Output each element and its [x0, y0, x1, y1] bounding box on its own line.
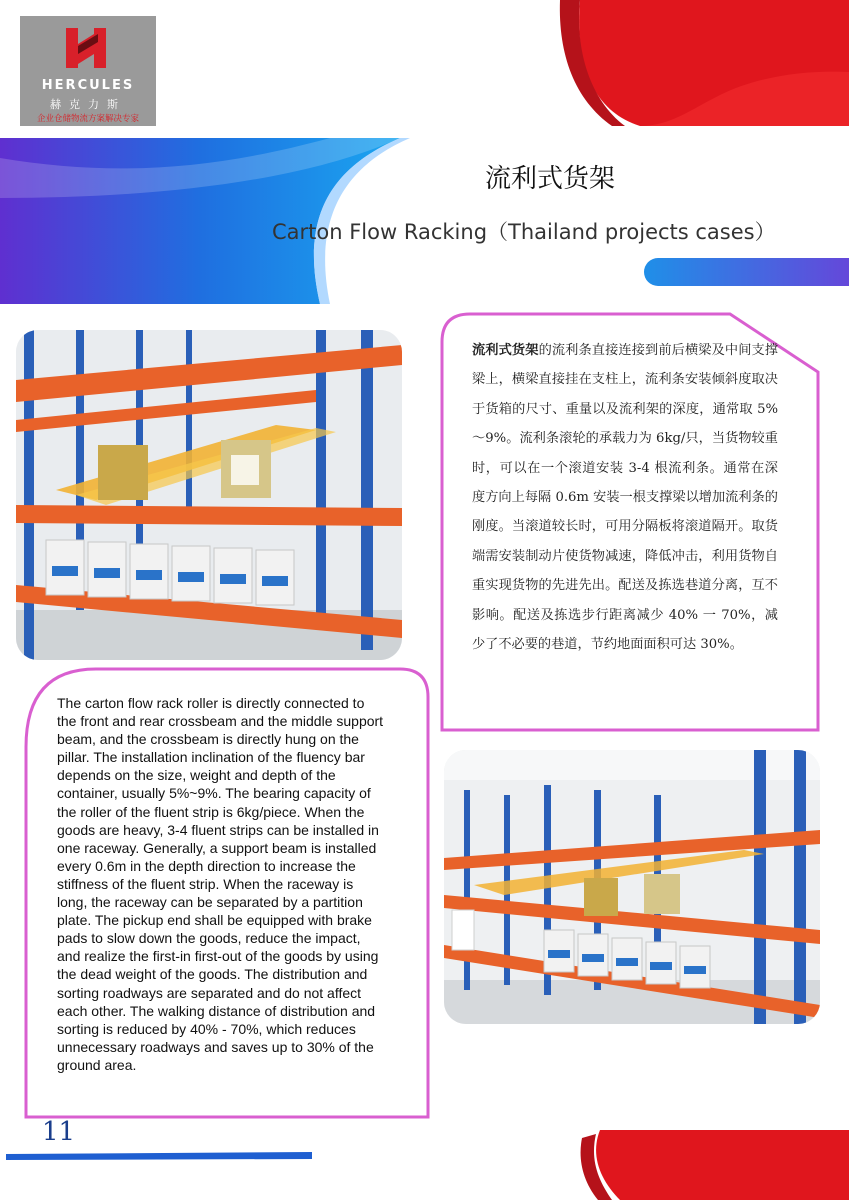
logo-brand-en: HERCULES: [41, 78, 135, 93]
carton-flow-rack-photo-2: [444, 750, 820, 1024]
top-right-red-swoosh: [520, 0, 849, 126]
logo-brand-cn: 赫克力斯: [50, 98, 126, 111]
hercules-h-logo-icon: [64, 24, 112, 72]
footer-blue-line: [6, 1150, 312, 1162]
rack-illustration-2: [444, 750, 820, 1024]
en-description: The carton flow rack roller is directly connected to the front and rear crossbeam and the middle support beam, and the crossbeam is directly hung on the pillar. The installation inclination of the fluency bar depends on the size, weight and depth of the container, usually 5%~9%. The bearing capacity of the roller of the fluent strip is 6kg/piece. When the goods are heavy, 3-4 fluent strips can be installed in one raceway. Generally, a support beam is installed every 0.6m in the depth direction to increase the stiffness of the fluent strip. When the raceway is long, the raceway can be separated by a partition plate. The pickup end shall be equipped with brake pads to slow down the goods, reduce the impact, and realize the first-in first-out of the goods by using the dead weight of the goods. The distribution and sorting roadways are separated and do not affect each other. The walking distance of distribution and sorting is reduced by 40% - 70%, which reduces unnecessary roadways and saves up to 30% of the ground area.: [57, 695, 384, 1073]
company-logo: [20, 16, 156, 126]
header-blue-capsule: [644, 258, 849, 286]
cn-body-text: 的流利条直接连接到前后横梁及中间支撑梁上，横梁直接挂在支柱上，流利条安装倾斜度取决于货箱的尺寸、重量以及流利架的深度，通常取 5%～9%。流利条滚轮的承载力为 6kg/只，当货物较重时，可以在一个滚道安装 3-4 根流利条。通常在深度方向上每隔 0.6m 安装一根支撑梁以增加流利条的刚度。当滚道较长时，可用分隔板将滚道隔开。取货端需安装制动片使货物减速，降低冲击，利用货物自重实现货物的先进先出。配送及拣选巷道分离，互不影响。配送及拣选步行距离减少 40% 一 70%，减少了不必要的巷道，节约地面面积可达 30%。: [472, 343, 779, 653]
page-number: 11: [42, 1117, 76, 1147]
rack-illustration-1: [16, 330, 402, 660]
carton-flow-rack-photo-1: [16, 330, 402, 660]
page-title-en: Carton Flow Racking（Thailand projects cases）: [272, 220, 776, 244]
bottom-right-red-swoosh: [560, 1130, 849, 1200]
cn-lead-term: 流利式货架: [472, 343, 539, 358]
logo-tagline: 企业仓储物流方案解决专家: [36, 114, 139, 124]
page-title-cn: 流利式货架: [484, 164, 615, 194]
cn-description: [472, 336, 778, 659]
